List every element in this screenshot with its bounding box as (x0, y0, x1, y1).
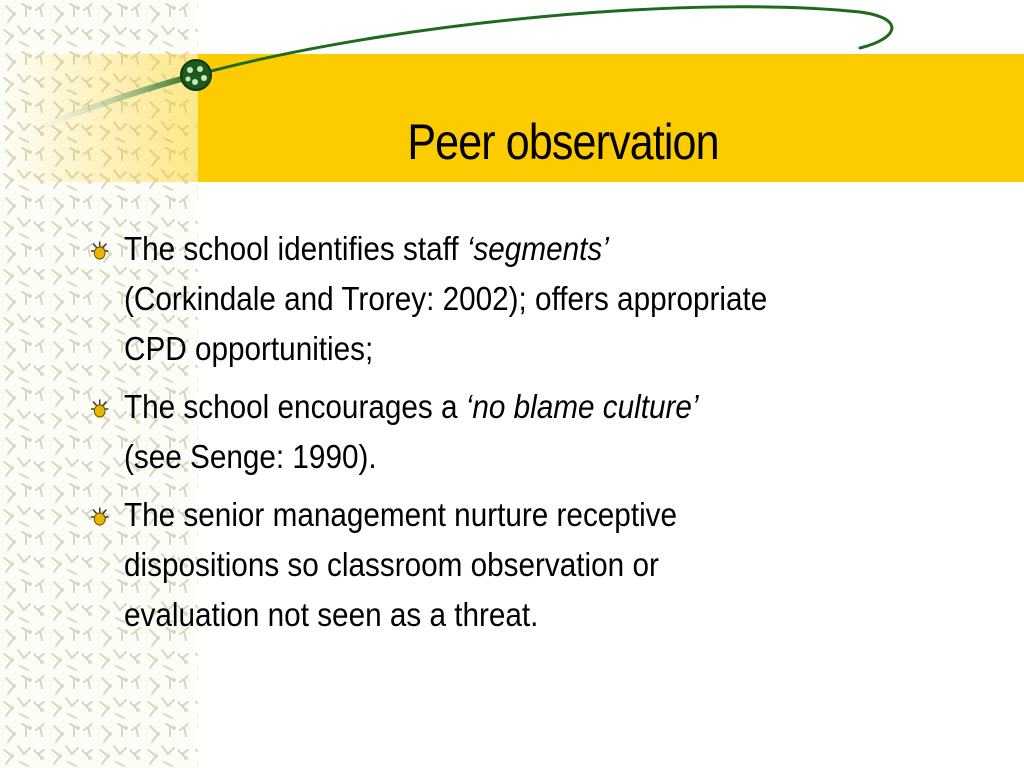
bullet-line (124, 490, 880, 540)
bullet-line-text: evaluation not seen as a threat. (124, 596, 539, 633)
bullet-line (124, 324, 880, 374)
bullet-line (124, 274, 880, 324)
bullet-line (124, 224, 880, 274)
daisy-bullet-icon (88, 396, 111, 422)
bullet-line (124, 540, 880, 590)
daisy-bullet-icon (88, 504, 111, 530)
bullet-text (124, 382, 880, 482)
bullet-item (88, 382, 880, 482)
bullet-line-text: (Corkindale and Trorey: 2002); offers appropriate (124, 280, 768, 317)
bullet-item (88, 490, 880, 640)
page-title: Peer observation (407, 114, 719, 170)
bullet-item (88, 224, 880, 374)
bullet-line-emphasis: ‘segments’ (466, 230, 609, 267)
bullet-line-text: The school identifies staff (124, 230, 467, 267)
daisy-bullet-icon (88, 238, 111, 264)
title-band-fade (0, 54, 198, 182)
bullet-text (124, 224, 880, 374)
bullet-line-text: The school encourages a (124, 388, 466, 425)
bullet-line-text: CPD opportunities; (124, 330, 374, 367)
bullet-line-text: (see Senge: 1990). (124, 438, 377, 475)
bullet-line-emphasis: ‘no blame culture’ (465, 388, 699, 425)
bullet-text (124, 490, 880, 640)
bullet-line-text: dispositions so classroom observation or (124, 546, 659, 583)
bullet-line (124, 382, 880, 432)
bullet-line-text: The senior management nurture receptive (124, 496, 678, 533)
bullet-line (124, 432, 880, 482)
bullet-line (124, 590, 880, 640)
bullet-list (88, 224, 968, 648)
